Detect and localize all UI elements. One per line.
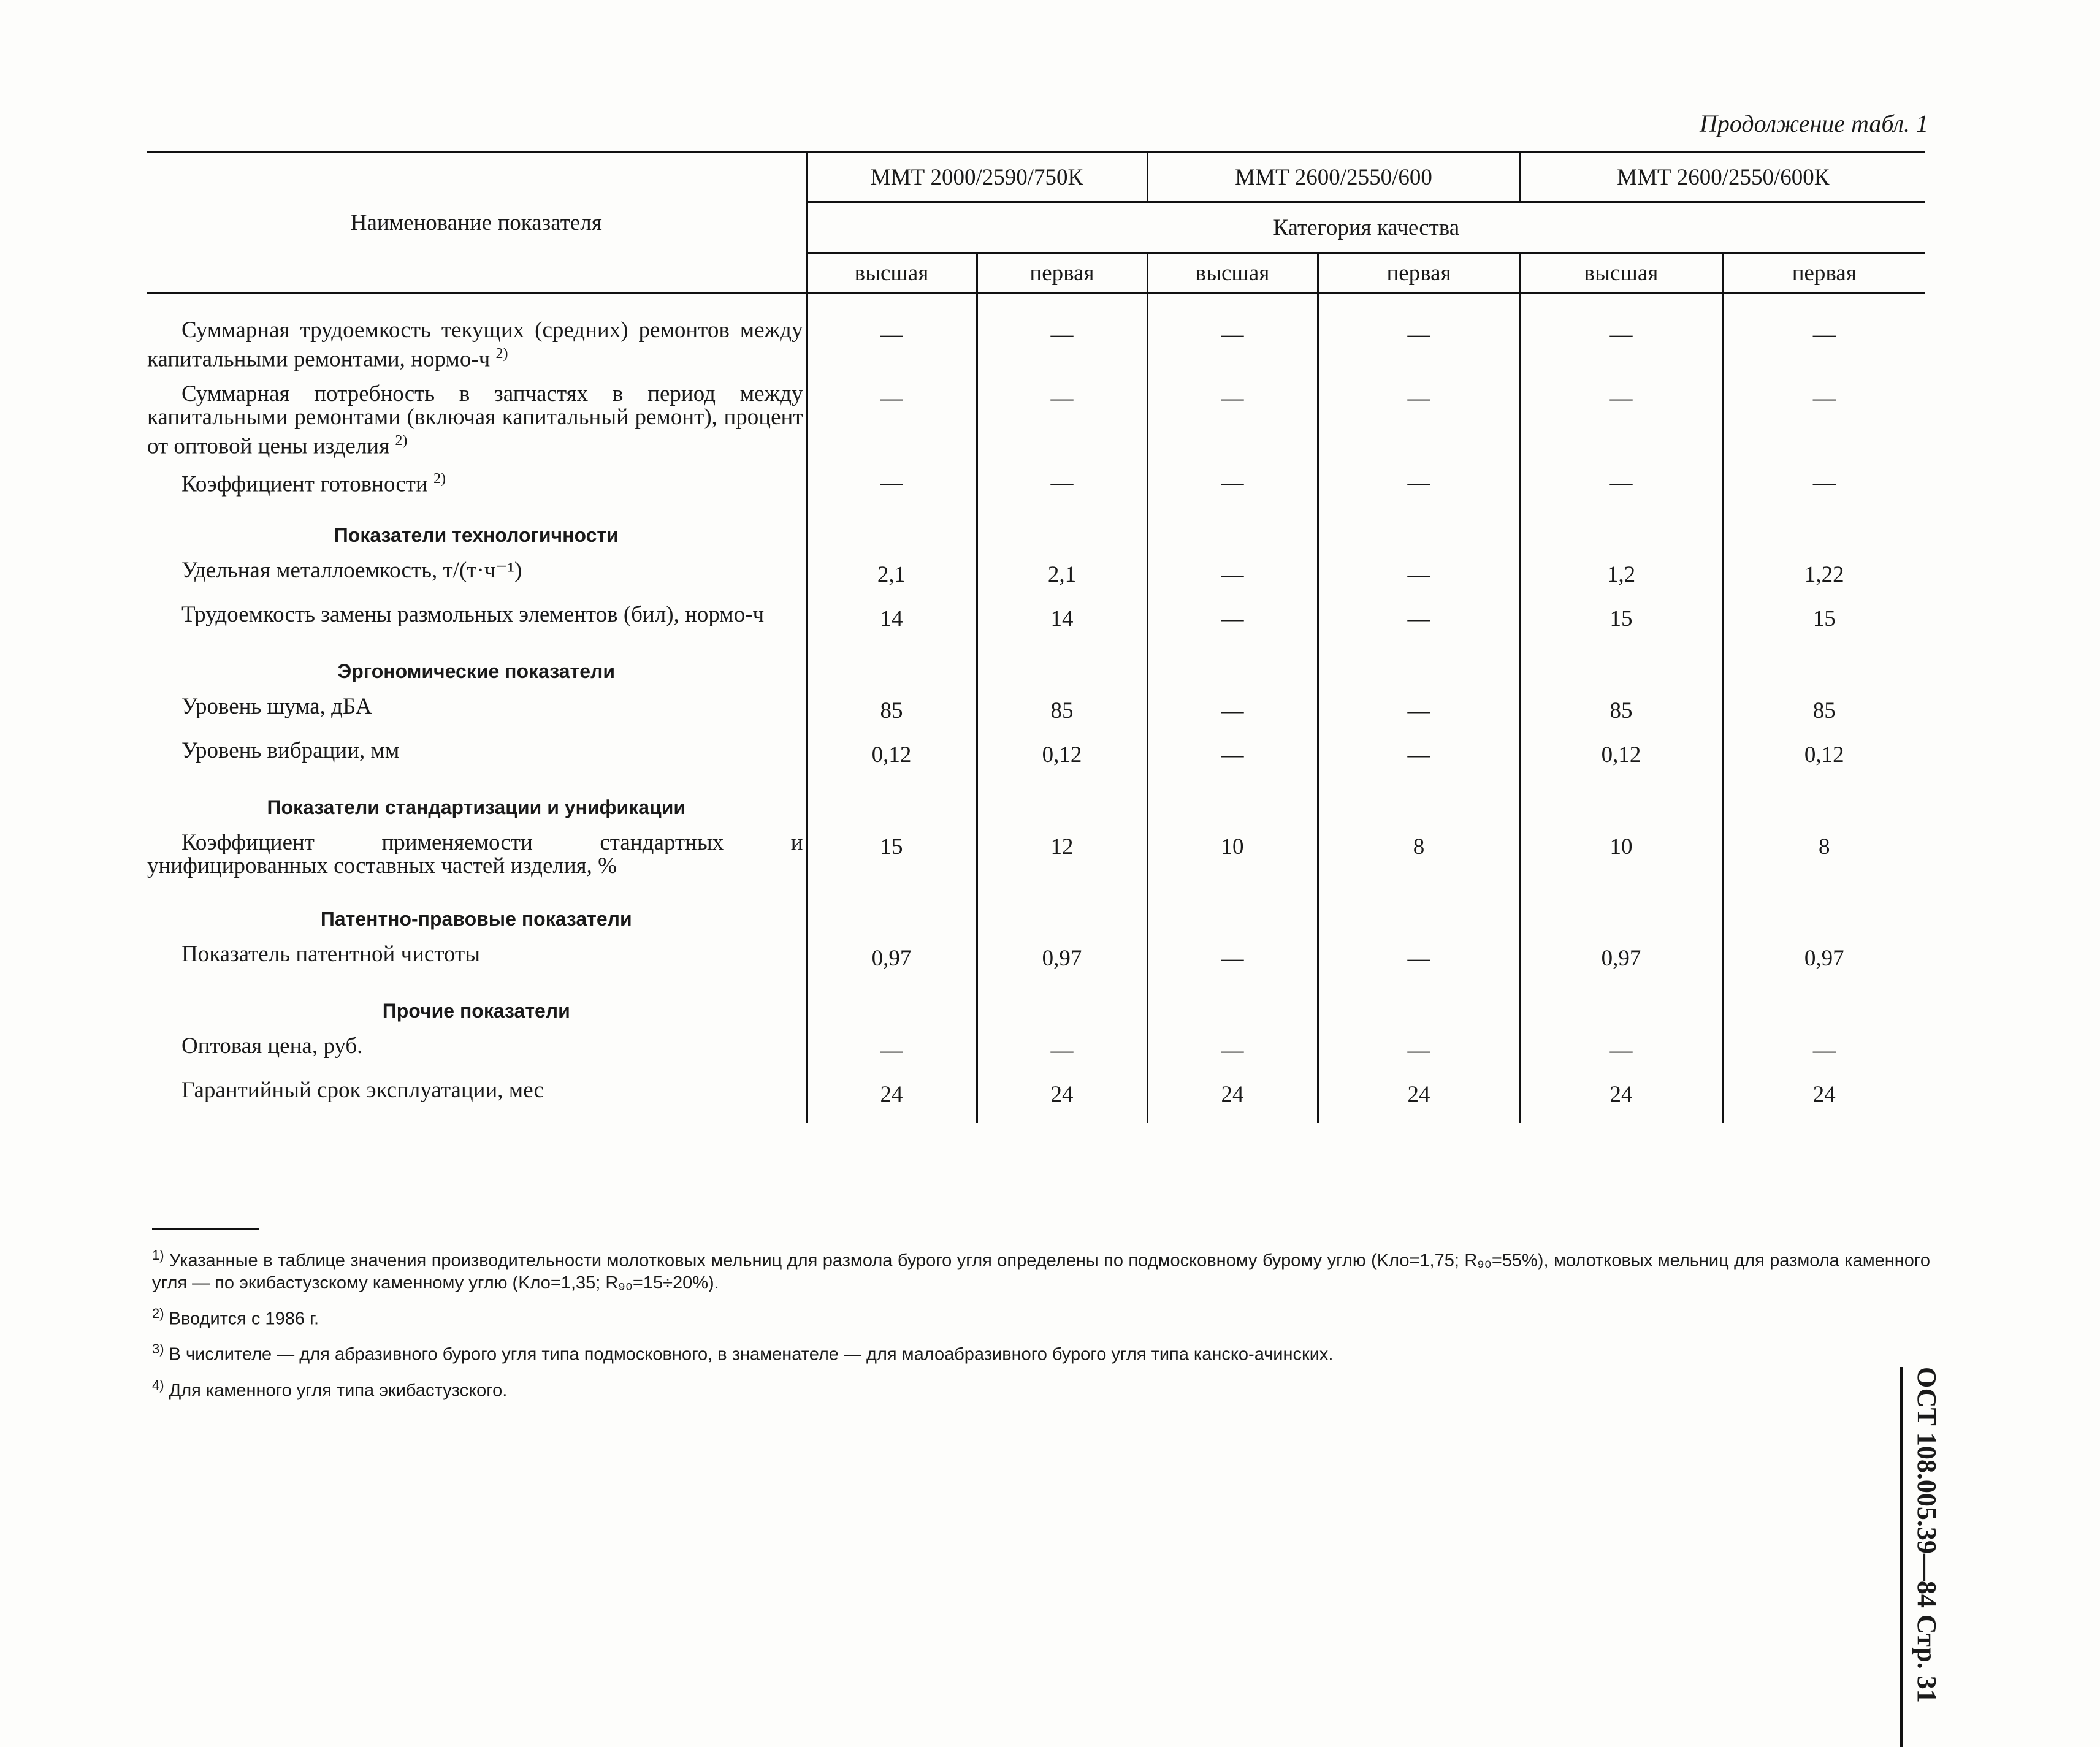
cell-value: —	[880, 1038, 903, 1063]
cell-value: —	[1609, 322, 1633, 347]
table-row	[147, 559, 1925, 603]
subcategory-header: первая	[977, 253, 1147, 294]
value-cell	[806, 831, 977, 895]
cell-value: —	[1221, 742, 1244, 767]
table-row	[147, 467, 1925, 511]
empty-cell	[1520, 647, 1722, 695]
cell-value: —	[1221, 562, 1244, 587]
empty-cell	[1147, 895, 1318, 943]
indicator-name: Уровень вибрации, мм	[181, 738, 400, 763]
cell-value: 8	[1413, 834, 1425, 859]
cell-value: 85	[1812, 698, 1836, 723]
cell-value: —	[1050, 1038, 1074, 1063]
value-cell	[806, 319, 977, 383]
indicator-name: Суммарная трудоемкость текущих (средних) ремонтов между капитальными ремонтами, нормо-ч	[147, 318, 803, 372]
cell-value: 15	[880, 834, 903, 859]
value-cell	[1147, 831, 1318, 895]
cell-value: 1,2	[1606, 562, 1636, 587]
table-row	[147, 695, 1925, 739]
value-cell	[1722, 739, 1925, 783]
value-cell	[1520, 559, 1722, 603]
section-row	[147, 987, 1925, 1035]
cell-value: —	[1221, 386, 1244, 411]
value-cell	[1147, 1035, 1318, 1079]
cell-value: 24	[1609, 1082, 1633, 1107]
footnotes	[152, 1244, 1930, 1410]
cell-value: —	[1050, 470, 1074, 495]
footnote-text: Указанные в таблице значения производительности молотковых мельниц для размола бурого угля определены по подмосковному бурому углю (Kло=1,75; R₉₀=55%), молотковых мельниц для размола каменного угля — по экибастузскому каменному углю (Kло=1,35; R₉₀=15÷20%).	[152, 1250, 1930, 1293]
cell-value: 24	[1812, 1082, 1836, 1107]
section-row	[147, 783, 1925, 831]
value-cell	[977, 943, 1147, 987]
cell-value: —	[1221, 606, 1244, 631]
section-row	[147, 895, 1925, 943]
indicator-name-cell	[147, 467, 806, 511]
value-cell	[1722, 383, 1925, 467]
cell-value: 24	[880, 1082, 903, 1107]
value-cell	[1147, 695, 1318, 739]
indicator-name: Удельная металлоемкость, т/(т·ч⁻¹)	[181, 558, 522, 583]
table-row	[147, 1079, 1925, 1123]
value-cell	[806, 559, 977, 603]
cell-value: 1,22	[1804, 562, 1844, 587]
cell-value: 15	[1812, 606, 1836, 631]
section-title: Прочие показатели	[147, 987, 806, 1035]
cell-value: 14	[1050, 606, 1074, 631]
cell-value: 0,12	[871, 742, 912, 767]
table-row	[147, 383, 1925, 467]
cell-value: 8	[1819, 834, 1830, 859]
name-column-header: Наименование показателя	[147, 152, 806, 293]
cell-value: 10	[1609, 834, 1633, 859]
quality-category-header: Категория качества	[806, 202, 1925, 253]
section-title: Показатели стандартизации и унификации	[147, 783, 806, 831]
model-header: ММТ 2000/2590/750К	[806, 152, 1147, 202]
model-header: ММТ 2600/2550/600К	[1617, 164, 1830, 190]
table-row	[147, 603, 1925, 647]
value-cell	[1318, 319, 1520, 383]
subcategory-header: высшая	[1147, 253, 1318, 294]
value-cell	[977, 695, 1147, 739]
cell-value: —	[1407, 946, 1430, 971]
subcategory-header: первая	[1318, 253, 1520, 294]
value-cell	[977, 603, 1147, 647]
cell-value: 0,97	[871, 946, 912, 971]
cell-value: —	[1407, 562, 1430, 587]
value-cell	[977, 1079, 1147, 1123]
footnote-text: Для каменного угля типа экибастузского.	[169, 1380, 508, 1401]
cell-value: —	[1221, 946, 1244, 971]
value-cell	[806, 695, 977, 739]
table-row	[147, 831, 1925, 895]
value-cell	[1318, 603, 1520, 647]
cell-value: 0,97	[1601, 946, 1641, 971]
cell-value: —	[1812, 386, 1836, 411]
cell-value: 10	[1221, 834, 1244, 859]
value-cell	[1722, 559, 1925, 603]
value-cell	[806, 603, 977, 647]
empty-cell	[1318, 511, 1520, 559]
value-cell	[1520, 319, 1722, 383]
empty-cell	[1722, 783, 1925, 831]
table-row	[147, 739, 1925, 783]
value-cell	[1520, 1035, 1722, 1079]
cell-value: 85	[1609, 698, 1633, 723]
indicator-name: Коэффициент готовности	[181, 471, 428, 497]
empty-cell	[806, 511, 977, 559]
footnote-mark: 1)	[152, 1247, 164, 1263]
empty-cell	[1722, 895, 1925, 943]
cell-value: 2,1	[877, 562, 906, 587]
value-cell	[1318, 467, 1520, 511]
indicator-name: Оптовая цена, руб.	[181, 1033, 363, 1059]
value-cell	[977, 383, 1147, 467]
value-cell	[1318, 831, 1520, 895]
cell-value: 0,97	[1042, 946, 1082, 971]
empty-cell	[1318, 647, 1520, 695]
subcategory-header: высшая	[806, 253, 977, 294]
value-cell	[977, 831, 1147, 895]
footnote	[152, 1303, 1930, 1330]
empty-cell	[1147, 783, 1318, 831]
indicator-name-cell	[147, 739, 806, 783]
value-cell	[1722, 603, 1925, 647]
section-title: Эргономические показатели	[147, 647, 806, 695]
cell-value: 12	[1050, 834, 1074, 859]
indicator-name: Гарантийный срок эксплуатации, мес	[181, 1078, 544, 1103]
subcategory-header: первая	[1792, 260, 1857, 286]
cell-value: 0,97	[1804, 946, 1844, 971]
table-body	[147, 293, 1925, 1123]
cell-value: —	[1050, 322, 1074, 347]
empty-cell	[1520, 895, 1722, 943]
section-row	[147, 511, 1925, 559]
cell-value: 14	[880, 606, 903, 631]
empty-cell	[1147, 647, 1318, 695]
cell-value: 24	[1050, 1082, 1074, 1107]
empty-cell	[977, 987, 1147, 1035]
cell-value: —	[1407, 606, 1430, 631]
empty-cell	[1147, 511, 1318, 559]
cell-value: —	[1812, 1038, 1836, 1063]
cell-value: 0,12	[1042, 742, 1082, 767]
indicator-name-cell	[147, 1079, 806, 1123]
cell-value: —	[1407, 742, 1430, 767]
model-header: ММТ 2600/2550/600	[1147, 152, 1520, 202]
empty-cell	[1520, 783, 1722, 831]
indicator-name: Уровень шума, дБА	[181, 694, 372, 719]
value-cell	[1147, 559, 1318, 603]
value-cell	[1318, 739, 1520, 783]
empty-cell	[806, 647, 977, 695]
indicator-name: Показатель патентной чистоты	[181, 942, 481, 967]
value-cell	[977, 1035, 1147, 1079]
footnote-mark: 4)	[152, 1377, 164, 1393]
value-cell	[1722, 695, 1925, 739]
value-cell	[1318, 559, 1520, 603]
value-cell	[977, 319, 1147, 383]
value-cell	[1520, 739, 1722, 783]
section-title: Показатели технологичности	[147, 511, 806, 559]
indicator-name-cell	[147, 1035, 806, 1079]
indicator-name-cell	[147, 695, 806, 739]
cell-value: —	[880, 322, 903, 347]
empty-cell	[806, 895, 977, 943]
empty-cell	[977, 783, 1147, 831]
cell-value: —	[1609, 386, 1633, 411]
side-label-rule	[1900, 1367, 1903, 1747]
indicator-name-cell	[147, 943, 806, 987]
value-cell	[1318, 943, 1520, 987]
empty-cell	[806, 987, 977, 1035]
cell-value: 85	[1050, 698, 1074, 723]
footnote	[152, 1244, 1930, 1294]
cell-value: —	[1221, 698, 1244, 723]
empty-cell	[977, 647, 1147, 695]
cell-value: 0,12	[1601, 742, 1641, 767]
cell-value: 15	[1609, 606, 1633, 631]
standard-page-text: ОСТ 108.005.39—84 Стр. 31	[1912, 1367, 1942, 1703]
indicator-name-cell	[147, 831, 806, 895]
value-cell	[806, 739, 977, 783]
value-cell	[1147, 603, 1318, 647]
value-cell	[1722, 943, 1925, 987]
value-cell	[977, 559, 1147, 603]
value-cell	[1147, 319, 1318, 383]
value-cell	[1722, 831, 1925, 895]
footnote-ref: 2)	[433, 471, 446, 487]
table-row	[147, 1035, 1925, 1079]
empty-cell	[1520, 987, 1722, 1035]
value-cell	[806, 1079, 977, 1123]
empty-cell	[1318, 783, 1520, 831]
empty-cell	[1520, 511, 1722, 559]
value-cell	[806, 383, 977, 467]
cell-value: 24	[1407, 1082, 1430, 1107]
cell-value: —	[1221, 322, 1244, 347]
empty-cell	[977, 511, 1147, 559]
footnote-mark: 3)	[152, 1341, 164, 1357]
empty-cell	[806, 783, 977, 831]
continuation-label: Продолжение табл. 1	[1699, 110, 1928, 137]
cell-value: —	[1407, 470, 1430, 495]
cell-value: —	[880, 386, 903, 411]
section-title: Патентно-правовые показатели	[147, 895, 806, 943]
value-cell	[806, 467, 977, 511]
cell-value: —	[1407, 322, 1430, 347]
cell-value: —	[1407, 698, 1430, 723]
value-cell	[1520, 1079, 1722, 1123]
empty-cell	[1318, 987, 1520, 1035]
value-cell	[1318, 1035, 1520, 1079]
cell-value: 24	[1221, 1082, 1244, 1107]
indicators-table	[147, 151, 1925, 1123]
value-cell	[1147, 943, 1318, 987]
value-cell	[1722, 467, 1925, 511]
value-cell	[1147, 1079, 1318, 1123]
table-row	[147, 319, 1925, 383]
cell-value: —	[1812, 322, 1836, 347]
footnote-text: Вводится с 1986 г.	[169, 1309, 319, 1329]
cell-value: —	[1812, 470, 1836, 495]
empty-cell	[1318, 895, 1520, 943]
indicator-name-cell	[147, 319, 806, 383]
table-row	[147, 943, 1925, 987]
value-cell	[1520, 467, 1722, 511]
value-cell	[806, 943, 977, 987]
cell-value: —	[1407, 386, 1430, 411]
indicator-name-cell	[147, 383, 806, 467]
value-cell	[1318, 695, 1520, 739]
empty-cell	[1147, 987, 1318, 1035]
cell-value: —	[1609, 470, 1633, 495]
value-cell	[1520, 383, 1722, 467]
standard-page-label	[1900, 1367, 1942, 1747]
cell-value: —	[1221, 470, 1244, 495]
cell-value: —	[1407, 1038, 1430, 1063]
indicator-name: Коэффициент применяемости стандартных и унифицированных составных частей изделия, %	[147, 830, 803, 878]
value-cell	[1147, 467, 1318, 511]
value-cell	[806, 1035, 977, 1079]
footnote-mark: 2)	[152, 1305, 164, 1321]
empty-cell	[1722, 647, 1925, 695]
footnote-ref: 2)	[395, 433, 408, 449]
value-cell	[977, 739, 1147, 783]
value-cell	[1147, 739, 1318, 783]
subcategory-header: высшая	[1520, 253, 1722, 294]
value-cell	[1147, 383, 1318, 467]
value-cell	[1722, 1035, 1925, 1079]
value-cell	[1318, 383, 1520, 467]
cell-value: —	[1609, 1038, 1633, 1063]
cell-value: 2,1	[1047, 562, 1077, 587]
section-row	[147, 647, 1925, 695]
empty-cell	[1722, 987, 1925, 1035]
indicator-name-cell	[147, 559, 806, 603]
cell-value: —	[1221, 1038, 1244, 1063]
cell-value: —	[1050, 386, 1074, 411]
cell-value: 85	[880, 698, 903, 723]
value-cell	[1318, 1079, 1520, 1123]
value-cell	[1520, 943, 1722, 987]
indicator-name: Суммарная потребность в запчастях в период между капитальными ремонтами (включая капитальный ремонт), процент от оптовой цены изделия	[147, 381, 803, 459]
value-cell	[1722, 319, 1925, 383]
cell-value: 0,12	[1804, 742, 1844, 767]
value-cell	[1520, 603, 1722, 647]
empty-cell	[977, 895, 1147, 943]
value-cell	[1722, 1079, 1925, 1123]
value-cell	[1520, 695, 1722, 739]
indicator-name-cell	[147, 603, 806, 647]
footnote	[152, 1338, 1930, 1366]
indicator-name: Трудоемкость замены размольных элементов (бил), нормо-ч	[181, 602, 765, 627]
footnote	[152, 1374, 1930, 1402]
value-cell	[977, 467, 1147, 511]
value-cell	[1520, 831, 1722, 895]
cell-value: —	[880, 470, 903, 495]
footnote-text: В числителе — для абразивного бурого угля типа подмосковного, в знаменателе — для малоабразивного бурого угля типа канско-ачинских.	[169, 1344, 1334, 1364]
footnote-ref: 2)	[495, 346, 508, 362]
empty-cell	[1722, 511, 1925, 559]
footnote-divider	[152, 1228, 259, 1230]
